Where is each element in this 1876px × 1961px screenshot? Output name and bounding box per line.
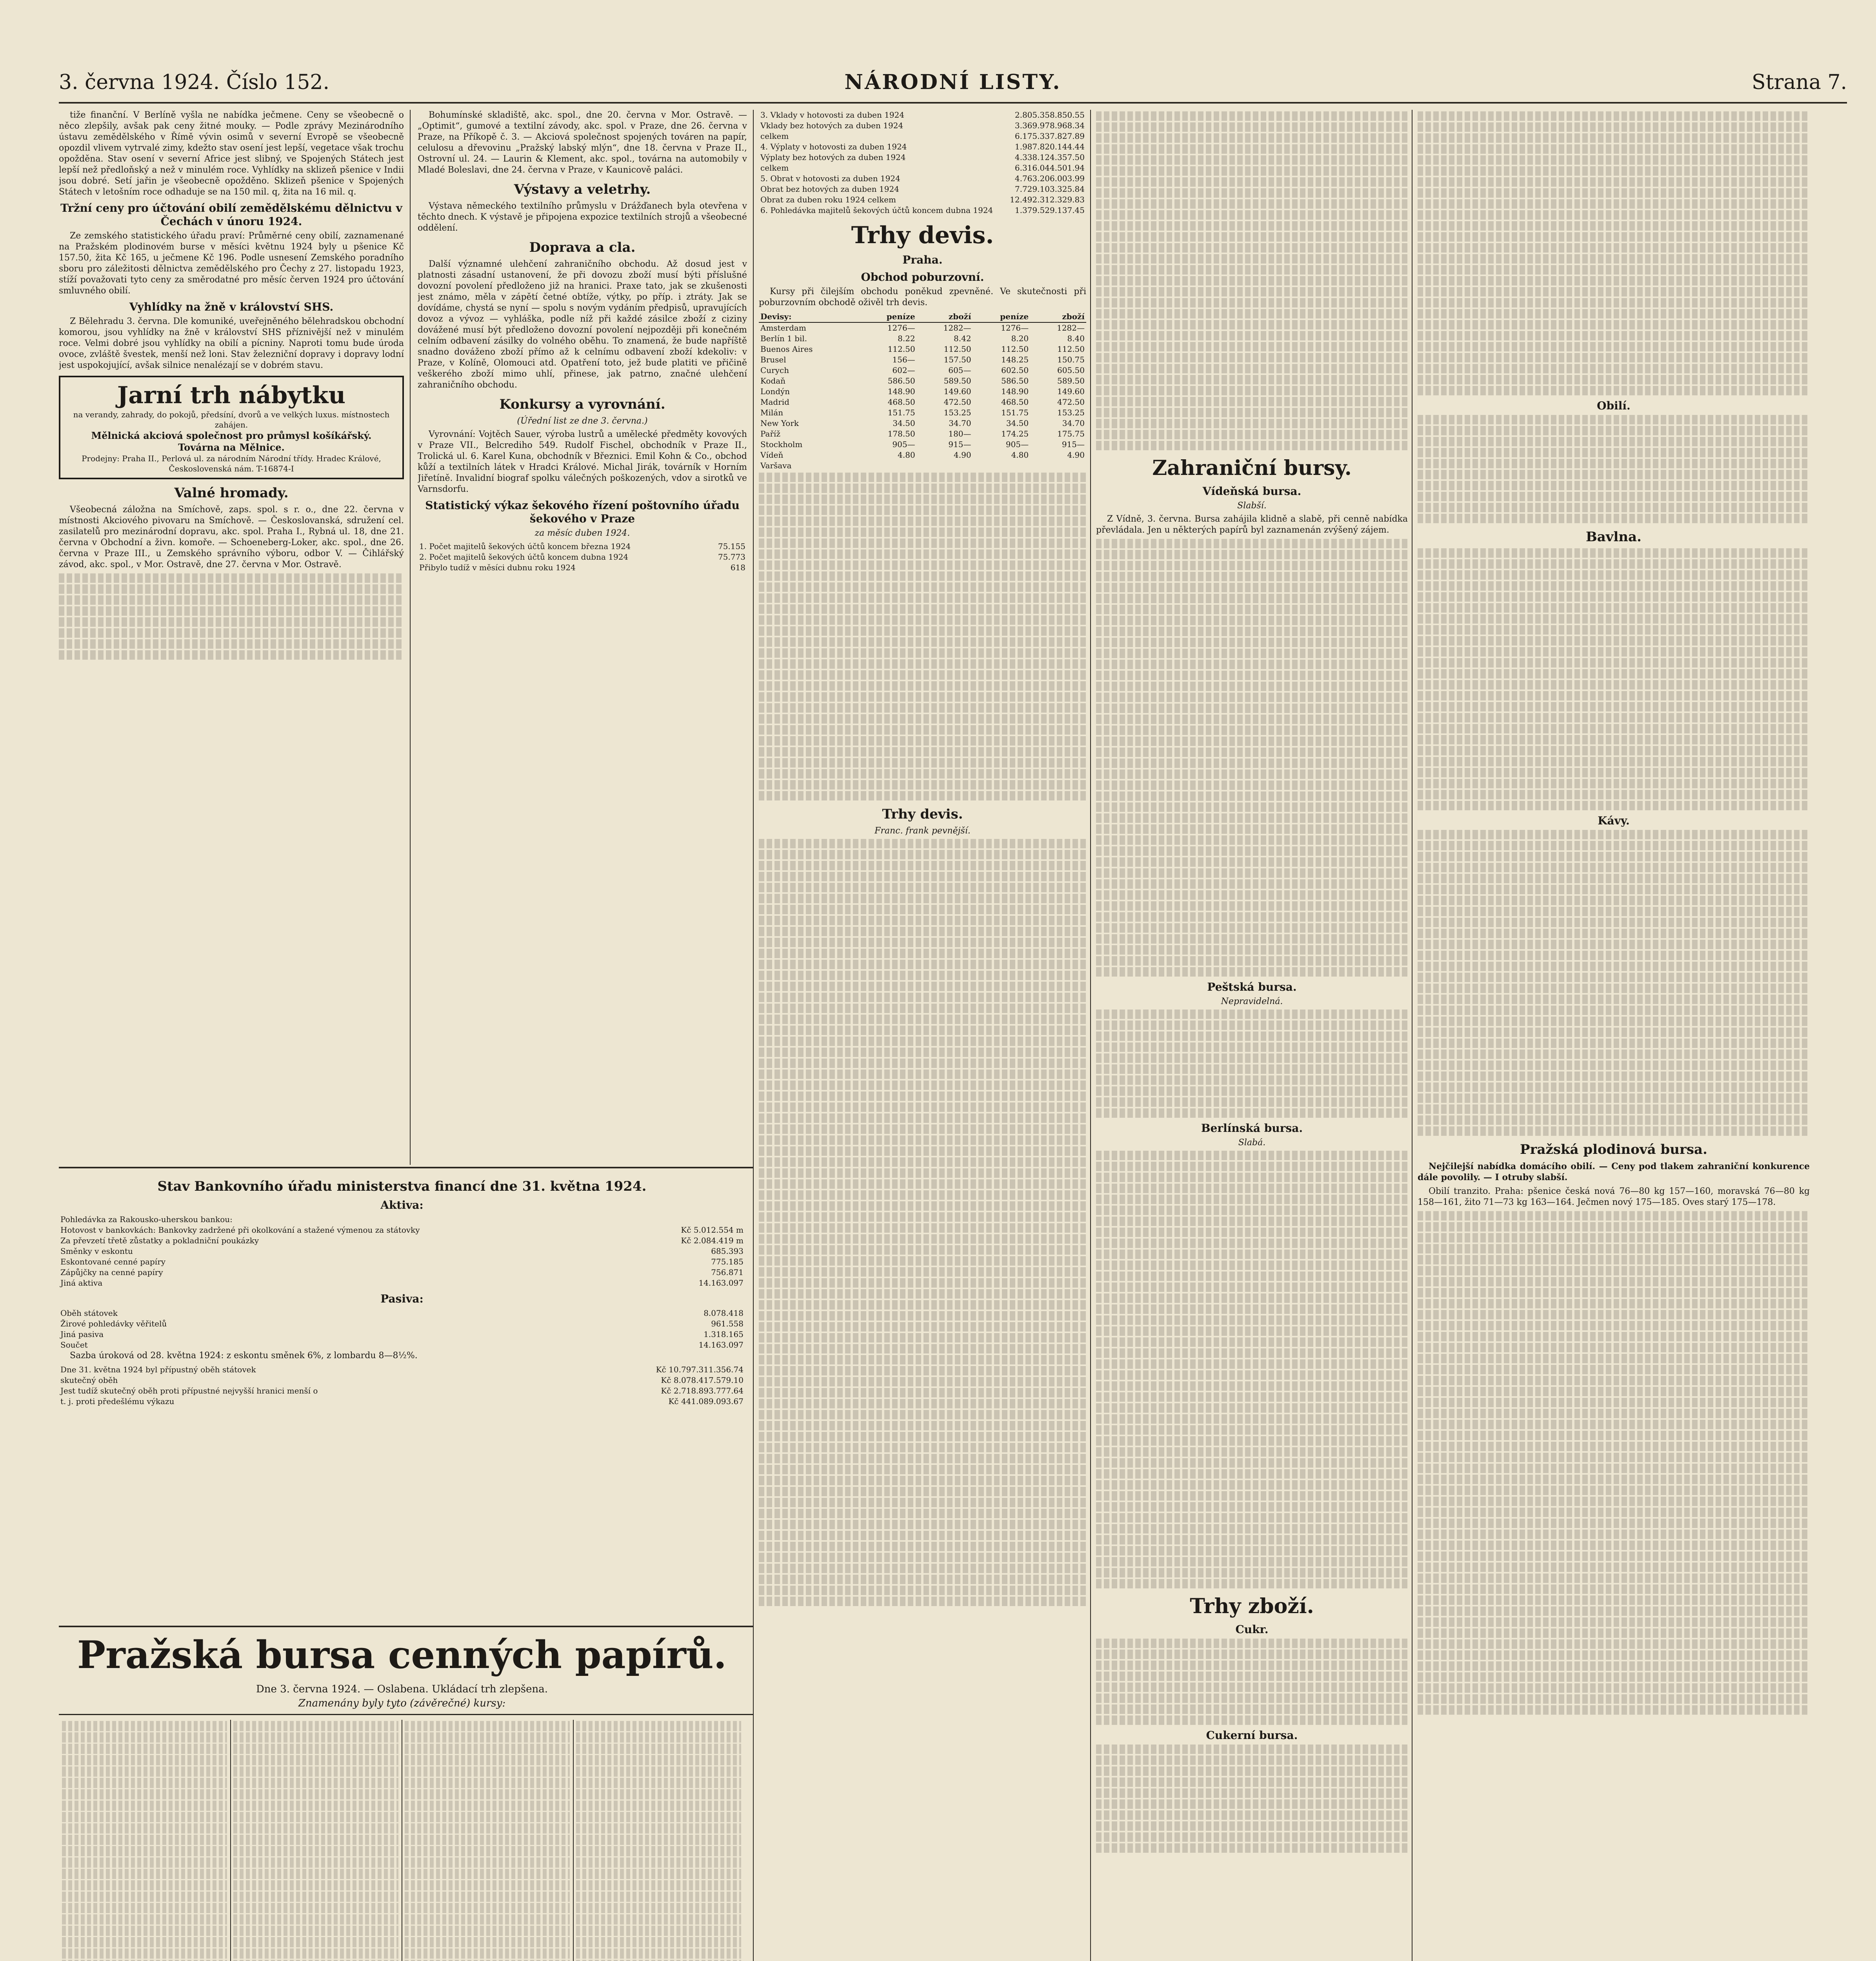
devisen-table [759,311,1086,471]
table-row [59,1246,745,1257]
table-row [759,163,1086,173]
cell [859,460,917,471]
cell: 8.22 [898,334,915,343]
cell: 112.50 [1001,344,1029,354]
bank-statement-title: Stav Bankovního úřadu ministerstva financí dne 31. května 1924. [157,1179,647,1194]
row-value: 756.871 [711,1268,743,1277]
article-subheading: Cukr. [1235,1623,1269,1636]
cell: 472.50 [1057,397,1085,407]
table-row [59,1257,745,1267]
table-row [759,110,1086,120]
table-row [759,418,1086,429]
row-label: 1. Počet majitelů šekových účtů koncem března 1924 [419,542,631,551]
table-row [759,195,1086,205]
illegible-text [59,606,404,616]
table-row [759,407,1086,418]
column-4 [1096,110,1408,1961]
cell: 4.80 [1011,450,1029,460]
article-text: Výstava německého textilního průmyslu v Drážďanech byla otevřena v těchto dnech. K výstavě je připojena expozice textilních strojů a všeobecné oddělení. [418,201,747,233]
row-label: 4. Výplaty v hotovosti za duben 1924 [760,142,907,151]
cell: 589.50 [943,376,971,386]
table-row [59,1278,745,1288]
table-row [59,1364,745,1375]
stock-exchange-title: Pražská bursa cenných papírů. [77,1633,727,1677]
article-text: Ze zemského statistického úřadu praví: Průměrné ceny obilí, zaznamenané na Pražském plodinovém burse v měsíci květnu 1924 byly u pšenice Kč 157.50, žita Kč 165, u ječmene Kč 196. Podle usnesení Zemského poradního sboru pro záležitosti dělnictva zemědělského pro Čechy z 27. listopadu 1923, stíží považovati tyto ceny za směrodatné pro měsíc červen 1924 pro účtování smluvného obilí. [59,231,404,296]
row-label: Žirové pohledávky věřitelů [60,1319,167,1328]
article-heading: Trhy devis. [882,806,963,822]
bank-table [59,1308,745,1350]
table-row [59,1396,745,1407]
article-text: Všeobecná záložna na Smíchově, zaps. spol. s r. o., dne 22. června v místnosti Akciového pivovaru na Smíchově. — Českoslovanská, sdružení cel. zasilatelů pro mezinárodní dopravu, akc. spol. Praha I., Rybná ul. 18, dne 21. června v Obchodní a živn. komoře. — Schoeneberg-Loker, akc. spol., dne 26. června v Praze III., u Zemského správního výboru, odbor V. — Čihlářský závod, akc. spol., v Mor. Ostravě, dne 27. června v Mor. Ostravě. [59,505,404,569]
row-label: Pohledávka za Rakousko-uherskou bankou: [60,1215,233,1224]
table-row [759,333,1086,344]
cell: 605.50 [1057,366,1085,375]
row-label: Stockholm [760,440,803,449]
article-heading: Cukerní bursa. [1206,1729,1298,1742]
illegible-text [59,573,404,583]
illegible-text [59,650,404,660]
table-row [759,386,1086,397]
cell: 34.70 [1062,418,1085,428]
row-label: Vídeň [760,450,783,460]
table-row [59,1235,745,1246]
article-subheading: Nepravidelná. [1221,997,1283,1006]
quotes-column [230,1720,402,1961]
row-label: Zápůjčky na cenné papíry [60,1268,163,1277]
cell: 4.80 [898,450,915,460]
cell: 1276— [887,323,915,333]
cell: 153.25 [943,408,971,417]
article-heading: Pražská plodinová bursa. [1520,1142,1707,1157]
column-header: zboží [1030,311,1086,322]
row-label: Jest tudíž skutečný oběh proti přípustné nejvyšší hranici menší o [60,1386,318,1395]
row-label: 6. Pohledávka majitelů šekových účtů koncem dubna 1924 [760,206,993,215]
row-value: 1.379.529.137.45 [1014,206,1085,215]
cell: 148.90 [887,387,915,396]
column-header: zboží [917,311,973,322]
cell: 605— [948,366,971,375]
article-heading: Vyhlídky na žně v království SHS. [129,300,334,313]
cell: 468.50 [1001,397,1029,407]
row-value: 75.773 [718,552,745,562]
row-value [640,1214,745,1225]
table-row [759,365,1086,376]
cell: 8.20 [1011,334,1029,343]
row-label: Vklady bez hotových za duben 1924 [760,121,903,130]
row-value: 12.492.312.329.83 [1010,195,1085,204]
row-value: 6.316.044.501.94 [1014,163,1085,173]
page-header [59,69,1847,96]
ad-factory: Továrna na Mělnice. [178,442,285,453]
cell: 915— [1062,440,1085,449]
row-label: New York [760,418,799,428]
row-label: 5. Obrat v hotovosti za duben 1924 [760,174,900,183]
cell: 1282— [943,323,971,333]
article-heading: Trhy zboží. [1190,1594,1314,1618]
row-value: 6.175.337.827.89 [1014,131,1085,141]
table-row [59,1225,745,1235]
table-row [418,562,747,573]
article-text: Nejčilejší nabídka domácího obilí. — Ceny pod tlakem zahraniční konkurence dále povolily. — I otruby slabší. [1418,1161,1810,1182]
cell: 602.50 [1001,366,1029,375]
cell [1030,460,1086,471]
table-row [59,1214,745,1225]
article-text: Obilí tranzito. Praha: pšenice česká nová 76—80 kg 157—160, moravská 76—80 kg 158—161, žito 71—73 kg 163—164. Ječmen nový 175—185. Oves starý 175—178. [1418,1186,1810,1207]
article-heading: Obilí. [1597,399,1631,412]
article-heading: Obchod poburzovní. [861,271,984,284]
row-label: Curych [760,366,789,375]
row-label: Berlín 1 bil. [760,334,807,343]
row-label: Hotovost v bankovkách: Bankovky zadržené při okolkování a stažené výmenou za státovky [60,1225,420,1235]
article-heading: Valné hromady. [174,485,289,501]
cell: 8.40 [1067,334,1085,343]
article-subheading: Franc. frank pevnější. [874,826,971,836]
table-row [759,184,1086,195]
illegible-text [59,617,404,627]
row-value: Kč 5.012.554 m [681,1225,743,1235]
cell: 34.50 [1006,418,1029,428]
cell: 34.70 [949,418,971,428]
stock-exchange-note: Znamenány byly tyto (závěrečné) kursy: [298,1697,506,1709]
stock-quotes-grid [59,1720,745,1961]
cell: 586.50 [1001,376,1029,386]
cell: 915— [948,440,971,449]
row-label: Amsterdam [760,323,806,333]
table-row [759,142,1086,152]
row-value: 685.393 [711,1246,743,1256]
header-rule [59,102,1847,104]
table-row [59,1375,745,1386]
pasiva-heading: Pasiva: [380,1292,424,1305]
row-label: Paříž [760,429,780,438]
article-heading: Konkursy a vyrovnání. [499,397,665,412]
quotes-column [573,1720,744,1961]
row-value: 8.078.418 [704,1308,743,1318]
cell: 4.90 [954,450,971,460]
illegible-text [59,639,404,649]
table-row [759,152,1086,163]
row-label: 3. Vklady v hotovosti za duben 1924 [760,110,905,120]
cell [917,460,973,471]
article-text: tiže finanční. V Berlíně vyšla ne nabídka ječmene. Ceny se všeobecně o něco zlepšily, avšak pak ceny žitné mouky. — Podle zprávy Mezinárodního ústavu zemědělského v Římě vývin osimů v severní Evropě se všeobecně opozdil vlivem vytrvalé zimy, kdežto stav osení jest lepší, vegetace však trochu opožděna. Stav osení v severní Africe jest slibný, ve Spojených Státech jest lepší než předloňský a než v minulém roce. Vyhlídky na sklizeň pšenice v Indii jsou dobré. Setí jařin je všeobecně opožděno. Sklizeň pšenice v Spojených Státech v letošním roce odhaduje se na 150 mil. q, žita na 16 mil. q. [59,110,404,197]
row-value: 775.185 [711,1257,743,1266]
article-subheading: (Úřední list ze dne 3. června.) [517,416,648,426]
quotes-column [402,1720,574,1961]
row-label: Směnky v eskontu [60,1246,133,1256]
row-value: 14.163.097 [698,1340,743,1350]
check-statistics-table [418,541,747,573]
table-row [759,344,1086,355]
cell: 468.50 [887,397,915,407]
article-heading: Trhy devis. [851,222,994,249]
article-subheading: Slabší. [1237,501,1267,511]
bank-table [59,1214,745,1288]
row-label: celkem [760,163,789,173]
row-value: Kč 10.797.311.356.74 [656,1365,743,1374]
stock-exchange-subtitle: Dne 3. června 1924. — Oslabena. Ukládací trh zlepšena. [256,1683,548,1695]
cell: 175.75 [1057,429,1085,438]
cell: 905— [1005,440,1029,449]
cell: 150.75 [1057,355,1085,364]
cell: 148.25 [1001,355,1029,364]
row-label: Jiná aktiva [60,1278,103,1288]
row-value: 2.805.358.850.55 [1014,110,1085,120]
row-value: 14.163.097 [698,1278,743,1288]
row-label: Milán [760,408,783,417]
article-heading: Zahraniční bursy. [1152,456,1352,480]
section-rule [59,1626,753,1627]
table-row [759,355,1086,365]
table-row [59,1308,745,1319]
column-5 [1418,110,1810,1961]
illegible-text [59,628,404,638]
row-value: Kč 8.078.417.579.10 [661,1375,743,1385]
table-header-row [759,311,1086,322]
column-header: peníze [973,311,1031,322]
cell: 180— [948,429,971,438]
column-rule [410,110,411,1165]
check-flow-table [759,110,1086,216]
row-value: 7.729.103.325.84 [1014,184,1085,194]
article-subheading: Slabá. [1238,1138,1266,1148]
cell: 149.60 [943,387,971,396]
column-header: peníze [859,311,917,322]
row-label: Součet [60,1340,88,1350]
row-value: 3.369.978.968.34 [1014,121,1085,130]
cell: 112.50 [943,344,971,354]
column-rule [1090,110,1091,1961]
row-value: 4.338.124.357.50 [1014,153,1085,162]
row-value: 961.558 [711,1319,743,1328]
article-heading: Kávy. [1598,814,1630,827]
row-label: Londýn [760,387,790,396]
row-value: Kč 441.089.093.67 [668,1397,743,1406]
cell: 8.42 [954,334,971,343]
article-text: Z Vídně, 3. června. Bursa zahájila klidně a slabě, při cenně nabídka převládala. Jen u některých papírů byl zaznamenán zvýšený zájem. [1096,514,1408,535]
bank-footnote: Sazba úroková od 28. května 1924: z eskontu směnek 6%, z lombardu 8—8½%. [70,1351,418,1361]
cell: 602— [892,366,915,375]
cell: 174.25 [1001,429,1029,438]
cell: 472.50 [943,397,971,407]
article-heading: Bavlna. [1585,529,1642,545]
article-text: Další významné ulehčení zahraničního obchodu. Až dosud jest v platnosti zásadní ustanovení, že při dovozu zboží musí býti příslušné dovozní povolení předloženo již na hranici. Praxe tato, jak se zkušenosti jest známo, měla v zápětí četné obtíže, výtky, po příp. i ztráty. Jak se dovídáme, chystá se nyní — spolu s novým vydáním předpisů, upravujících dovoz a vývoz — vyhláška, podle níž při každé zásilce zboží z ciziny dovážené musí být předloženo dovozní povolení nejpozději při konečném celním odbavení zásilky do volného oběhu. To znamená, že bude napříště snadno dováženo zboží přímo až k celnímu odbavení zboží kdekoliv: v Praze, v Kolíně, Olomouci atd. Opatření toto, jež bude platiti ve přičině veškerého zboží mimo uhlí, přinese, jak patrno, značné ulehčení zahraničního obchodu. [418,259,747,390]
row-label: Buenos Aires [760,344,813,354]
column-3 [759,110,1086,1961]
furniture-advertisement [59,376,404,479]
row-value: 618 [730,563,745,572]
row-value: 75.155 [718,542,745,551]
row-value: 1.318.165 [704,1330,743,1339]
row-label: Přibylo tudíž v měsíci dubnu roku 1924 [419,563,576,572]
article-heading: Tržní ceny pro účtování obilí zemědělskému dělnictvu v Čechách v únoru 1924. [60,202,402,228]
row-label: Obrat za duben roku 1924 celkem [760,195,896,204]
row-label: 2. Počet majitelů šekových účtů koncem dubna 1924 [419,552,629,562]
row-label: t. j. proti předešlému výkazu [60,1397,175,1406]
aktiva-heading: Aktiva: [380,1199,424,1212]
table-row [59,1329,745,1340]
row-label: Jiná pasiva [60,1330,104,1339]
table-row [759,450,1086,460]
row-label: Za převzetí třetě zůstatky a pokladniční poukázky [60,1236,259,1245]
column-2 [418,110,747,1165]
cell: 112.50 [1057,344,1085,354]
row-label: Obrat bez hotových za duben 1924 [760,184,899,194]
column-rule [753,110,754,1961]
cell: 178.50 [887,429,915,438]
table-row [59,1340,745,1350]
quotes-column [59,1720,231,1961]
cell: 34.50 [893,418,915,428]
cell: 151.75 [887,408,915,417]
table-row [59,1386,745,1396]
table-row [759,376,1086,386]
cell [973,460,1031,471]
row-label: Eskontované cenné papíry [60,1257,166,1266]
cell: 156— [892,355,915,364]
table-row [759,120,1086,131]
row-value: Kč 2.084.419 m [681,1236,743,1245]
cell: 905— [892,440,915,449]
article-text: Bohumínské skladiště, akc. spol., dne 20. června v Mor. Ostravě. — „Optimit“, gumové a textilní závody, akc. spol. v Praze, dne 26. června v Praze, na Příkopě č. 3. — Akciová společnost spojených továren na papír, celulosu a dřevovinu „Pražský labský mlýn“, dne 18. června v Praze II., Ostrovní ul. 24. — Laurin & Klement, akc. spol., továrna na automobily v Mladé Boleslavi, dne 24. června v Praze, v Kaunicově paláci. [418,110,747,175]
table-row [418,552,747,562]
cell: 589.50 [1057,376,1085,386]
page-number: Strana 7. [1751,71,1847,94]
article-text: Vyrovnání: Vojtěch Sauer, výroba lustrů a umělecké předměty kovových v Praze VII., Belcrediho 549. Rudolf Fischel, obchodník v Praze II., Trolická ul. 6. Karel Kuna, obchodník v Březnici. Emil Kohn & Co., obchod kůží a textilních látek v Hradci Králové. Michal Jirák, továrník v Horním Jiřetíně. Invalidní biograf spolku válečných poškozených, vdov a sirotků ve Varnsdorfu. [418,429,747,494]
table-row [418,541,747,552]
ad-company: Mělnická akciová společnost pro průmysl košíkářský. [91,430,372,441]
article-heading: Berlínská bursa. [1201,1122,1303,1135]
section-rule [59,1167,753,1168]
cell: 157.50 [943,355,971,364]
row-label: Oběh státovek [60,1308,118,1318]
row-label: celkem [760,131,789,141]
article-heading: Statistický výkaz šekového řízení poštovního úřadu šekového v Praze [425,499,740,525]
masthead: NÁRODNÍ LISTY. [844,70,1062,94]
table-row [59,1267,745,1278]
illegible-text [59,584,404,594]
article-text: Kursy při čilejším obchodu poněkud zpevněné. Ve skutečnosti při poburzovním obchodě oživěl trh devis. [759,287,1086,307]
article-heading: Doprava a cla. [529,240,636,255]
row-label: Varšava [760,461,792,470]
row-label: skutečný oběh [60,1375,118,1385]
table-row [59,1319,745,1329]
ad-title: Jarní trh nábytku [117,382,346,409]
row-label: Dne 31. května 1924 byl přípustný oběh státovek [60,1365,256,1374]
row-value: 1.987.820.144.44 [1014,142,1085,151]
row-label: Madrid [760,397,789,407]
cell: 1282— [1057,323,1085,333]
cell: 112.50 [887,344,915,354]
cell: 4.90 [1067,450,1085,460]
table-row [759,460,1086,471]
cell: 151.75 [1001,408,1029,417]
article-heading: Peštská bursa. [1207,980,1297,993]
article-heading: Výstavy a veletrhy. [514,182,651,197]
ad-text: na verandy, zahrady, do pokojů, předsíní, dvorů a ve velkých luxus. místnostech zahájen. [73,410,390,429]
bank-statement [59,1173,745,1624]
table-row [759,429,1086,439]
row-label: Kodaň [760,376,786,386]
section-rule [59,1714,753,1715]
cell: 153.25 [1057,408,1085,417]
row-value: 4.763.206.003.99 [1014,174,1085,183]
table-row [759,131,1086,142]
illegible-text [59,595,404,605]
cell: 148.90 [1001,387,1029,396]
article-text: Z Bělehradu 3. června. Dle komuniké, uveřejněného bělehradskou obchodní komorou, jsou vyhlídky na žně v království SHS příznivější než v minulém roce. Velmi dobré jsou vyhlídky na obilí a pícniny. Naproti tomu bude úroda ovoce, zvláště švestek, menší než loni. Stav železniční dopravy i dopravy lodní jest uspokojující, avšak silnice nenalézají se v dobrém stavu. [59,317,404,370]
row-label: Výplaty bez hotových za duben 1924 [760,153,906,162]
column-header: Devisy: [759,311,859,322]
table-row [759,397,1086,407]
issue-date: 3. června 1924. Číslo 152. [59,71,330,94]
article-subheading: Praha. [902,253,943,266]
table-row [759,205,1086,216]
article-subheading: Vídeňská bursa. [1202,485,1302,498]
article-subheading: za měsíc duben 1924. [534,528,630,538]
column-1 [59,110,404,1165]
row-value: Kč 2.718.893.777.64 [661,1386,743,1395]
table-row [759,322,1086,333]
cell: 1276— [1001,323,1029,333]
table-row [759,439,1086,450]
table-row [759,173,1086,184]
cell: 149.60 [1057,387,1085,396]
cell: 586.50 [887,376,915,386]
ad-stores: Prodejny: Praha II., Perlová ul. za národním Národní třídy. Hradec Králové, Československá nám. T-16874-I [82,454,381,473]
row-label: Brusel [760,355,786,364]
bank-summary-table [59,1364,745,1407]
